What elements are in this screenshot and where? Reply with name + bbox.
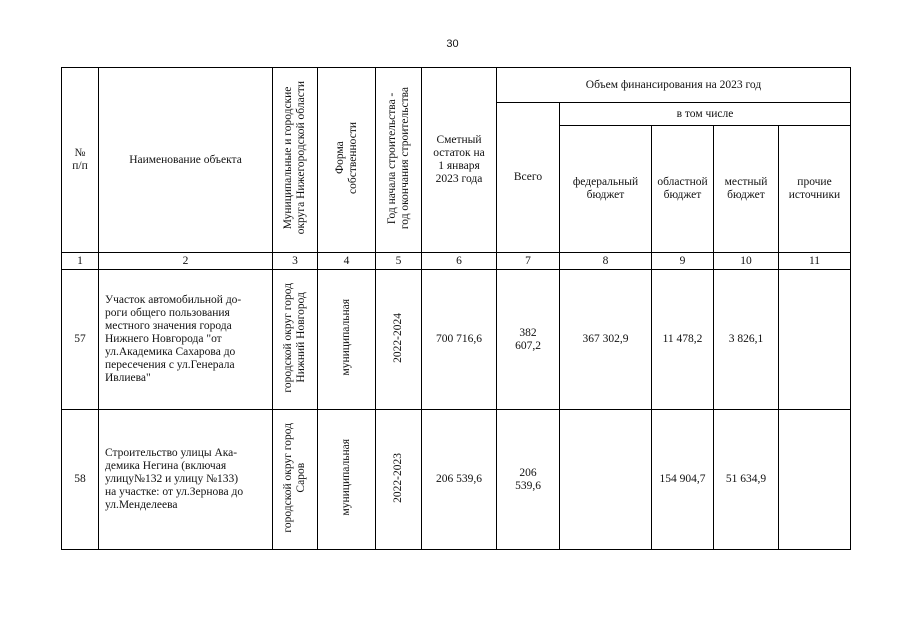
row-years: 2022-2023 xyxy=(376,410,422,550)
row-name: Участок автомобильной до- роги общего пользования местного значения города Нижнего Новгорода "от ул.Академика Сахарова до пересечения с ул.Генерала Ивлиева" xyxy=(99,270,273,410)
header-other: прочие источники xyxy=(779,126,851,253)
col-number: 1 xyxy=(62,253,99,270)
col-number: 3 xyxy=(273,253,318,270)
col-number: 9 xyxy=(652,253,714,270)
table-row xyxy=(62,270,851,410)
col-number: 4 xyxy=(318,253,376,270)
row-municipal: городской округ город Саров xyxy=(273,410,318,550)
row-other xyxy=(779,410,851,550)
col-number: 11 xyxy=(779,253,851,270)
financing-table xyxy=(61,67,851,550)
header-name: Наименование объекта xyxy=(99,68,273,253)
row-federal xyxy=(560,410,652,550)
row-ownership: муниципальная xyxy=(318,410,376,550)
row-local: 51 634,9 xyxy=(714,410,779,550)
header-num: № п/п xyxy=(62,68,99,253)
header-years: Год начала строительства - год окончания строительства xyxy=(376,68,422,253)
row-federal: 367 302,9 xyxy=(560,270,652,410)
row-municipal: городской округ город Нижний Новгород xyxy=(273,270,318,410)
row-total: 206 539,6 xyxy=(497,410,560,550)
header-total: Всего xyxy=(497,103,560,253)
header-federal: федеральный бюджет xyxy=(560,126,652,253)
header-local: местный бюджет xyxy=(714,126,779,253)
col-number: 8 xyxy=(560,253,652,270)
col-number: 7 xyxy=(497,253,560,270)
row-num: 58 xyxy=(62,410,99,550)
row-num: 57 xyxy=(62,270,99,410)
table-row xyxy=(62,410,851,550)
col-number: 10 xyxy=(714,253,779,270)
row-total: 382 607,2 xyxy=(497,270,560,410)
page-number: 30 xyxy=(446,38,459,50)
row-other xyxy=(779,270,851,410)
row-local: 3 826,1 xyxy=(714,270,779,410)
header-regional: областной бюджет xyxy=(652,126,714,253)
col-number: 6 xyxy=(422,253,497,270)
row-regional: 11 478,2 xyxy=(652,270,714,410)
header-including: в том числе xyxy=(560,103,851,126)
header-municipal: Муниципальные и городские округа Нижегородской области xyxy=(273,68,318,253)
row-years: 2022-2024 xyxy=(376,270,422,410)
header-ownership: Форма собственности xyxy=(318,68,376,253)
row-remainder: 700 716,6 xyxy=(422,270,497,410)
row-ownership: муниципальная xyxy=(318,270,376,410)
row-name: Строительство улицы Ака- демика Негина (включая улицу№132 и улицу №133) на участке: от ул.Зернова до ул.Менделеева xyxy=(99,410,273,550)
header-remainder: Сметный остаток на 1 января 2023 года xyxy=(422,68,497,253)
row-regional: 154 904,7 xyxy=(652,410,714,550)
col-number: 5 xyxy=(376,253,422,270)
col-number: 2 xyxy=(99,253,273,270)
header-funding: Объем финансирования на 2023 год xyxy=(497,68,851,103)
row-remainder: 206 539,6 xyxy=(422,410,497,550)
